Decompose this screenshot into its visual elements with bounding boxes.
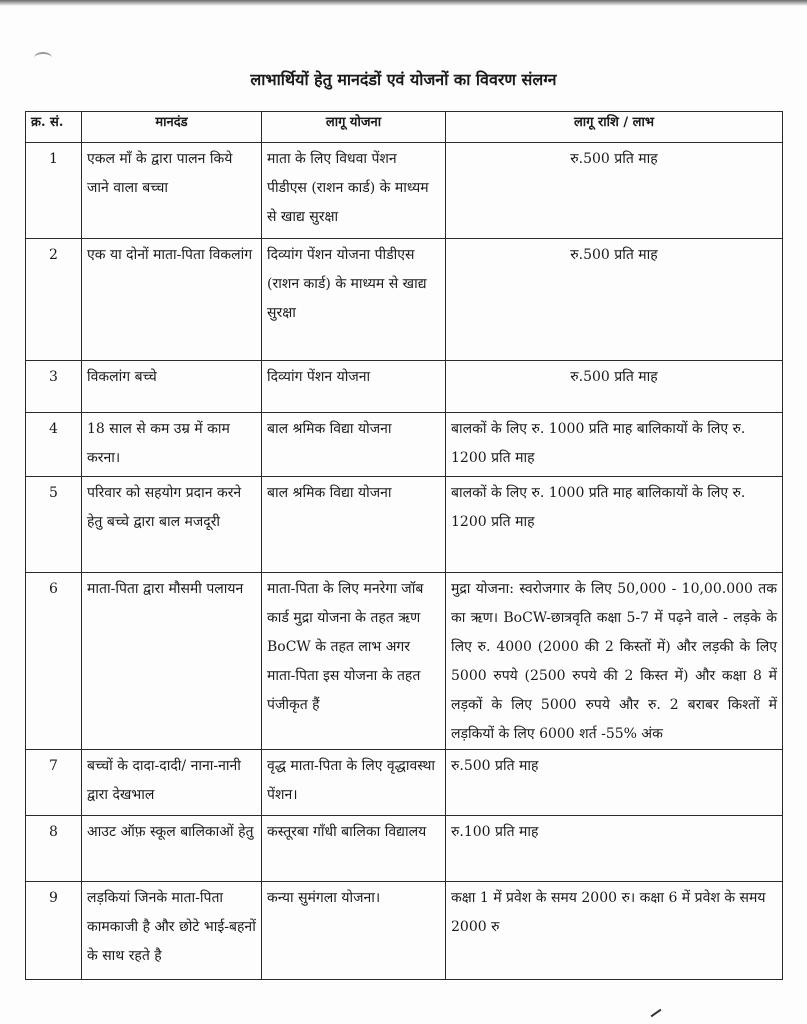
row-scheme: कस्तूरबा गाँधी बालिका विद्यालय [262, 816, 446, 882]
row-benefit: रु.100 प्रति माह [446, 816, 783, 882]
row-number: 9 [26, 882, 82, 980]
row-benefit: मुद्रा योजना: स्वरोजगार के लिए 50,000 - 10,00.000 तक का ऋण। BoCW-छात्रवृति कक्षा 5-7 में पढ़ने वाले - लड़के के लिए रु. 4000 (2000 की 2 किस्तों में) और लड़की के लिए 5000 रुपये (2500 रुपये की 2 किस्त में) और कक्षा 8 में लड़कों के लिए 5000 रुपये और रु. 2 बराबर किश्तों में लड़कियों के लिए 6000 शर्त -55% अंक [446, 573, 783, 750]
table-row [26, 573, 783, 750]
table-header-row [26, 112, 783, 143]
row-number: 5 [26, 477, 82, 573]
row-criterion: परिवार को सहयोग प्रदान करने हेतु बच्चे द्वारा बाल मजदूरी [82, 477, 262, 573]
row-number: 3 [26, 361, 82, 413]
row-benefit: कक्षा 1 में प्रवेश के समय 2000 रु। कक्षा 6 में प्रवेश के समय 2000 रु [446, 882, 783, 980]
row-scheme: वृद्ध माता-पिता के लिए वृद्धावस्था पेंशन। [262, 750, 446, 816]
row-criterion: लड़कियां जिनके माता-पिता कामकाजी है और छोटे भाई-बहनों के साथ रहते है [82, 882, 262, 980]
row-criterion: बच्चों के दादा-दादी/ नाना-नानी द्वारा देखभाल [82, 750, 262, 816]
table-row [26, 750, 783, 816]
row-number: 8 [26, 816, 82, 882]
header-scheme: लागू योजना [262, 112, 446, 143]
row-scheme [262, 573, 446, 750]
row-number: 7 [26, 750, 82, 816]
row-scheme-part-2: BoCW के तहत लाभ अगर माता-पिता इस योजना के तहत पंजीकृत हैं [267, 639, 421, 713]
row-scheme: बाल श्रमिक विद्या योजना [262, 477, 446, 573]
row-criterion: माता-पिता द्वारा मौसमी पलायन [82, 573, 262, 750]
pen-tick-mark [651, 1009, 662, 1018]
row-number: 6 [26, 573, 82, 750]
row-scheme: दिव्यांग पेंशन योजना पीडीएस (राशन कार्ड) के माध्यम से खाद्य सुरक्षा [262, 239, 446, 361]
row-scheme-part-1: माता-पिता के लिए मनरेगा जॉब कार्ड मुद्रा योजना के तहत ऋण [267, 581, 424, 626]
header-benefit: लागू राशि / लाभ [446, 112, 783, 143]
scan-edge-shadow [0, 0, 807, 6]
row-number: 4 [26, 413, 82, 477]
pen-mark [34, 52, 52, 64]
row-criterion: आउट ऑफ़ स्कूल बालिकाओं हेतु [82, 816, 262, 882]
table-row [26, 361, 783, 413]
row-criterion: एकल माँ के द्वारा पालन किये जाने वाला बच्चा [82, 143, 262, 239]
row-benefit: बालकों के लिए रु. 1000 प्रति माह बालिकायों के लिए रु. 1200 प्रति माह [446, 477, 783, 573]
row-number: 2 [26, 239, 82, 361]
table-row [26, 816, 783, 882]
table-row [26, 143, 783, 239]
beneficiary-criteria-table [25, 111, 783, 980]
row-benefit: रु.500 प्रति माह [446, 750, 783, 816]
row-benefit: रु.500 प्रति माह [446, 239, 783, 361]
row-criterion: विकलांग बच्चे [82, 361, 262, 413]
row-scheme: बाल श्रमिक विद्या योजना [262, 413, 446, 477]
row-scheme: माता के लिए विधवा पेंशन पीडीएस (राशन कार्ड) के माध्यम से खाद्य सुरक्षा [262, 143, 446, 239]
header-serial: क्र. सं. [26, 112, 82, 143]
row-number: 1 [26, 143, 82, 239]
row-criterion: एक या दोनों माता-पिता विकलांग [82, 239, 262, 361]
row-scheme: कन्या सुमंगला योजना। [262, 882, 446, 980]
row-benefit: रु.500 प्रति माह [446, 143, 783, 239]
row-benefit: रु.500 प्रति माह [446, 361, 783, 413]
row-scheme: दिव्यांग पेंशन योजना [262, 361, 446, 413]
row-benefit: बालकों के लिए रु. 1000 प्रति माह बालिकायों के लिए रु. 1200 प्रति माह [446, 413, 783, 477]
table-row [26, 239, 783, 361]
table-row [26, 882, 783, 980]
header-criterion: मानदंड [82, 112, 262, 143]
table-row [26, 413, 783, 477]
table-row [26, 477, 783, 573]
document-title: लाभार्थियों हेतु मानदंडों एवं योजनों का विवरण संलग्न [250, 70, 557, 89]
row-criterion: 18 साल से कम उम्र में काम करना। [82, 413, 262, 477]
